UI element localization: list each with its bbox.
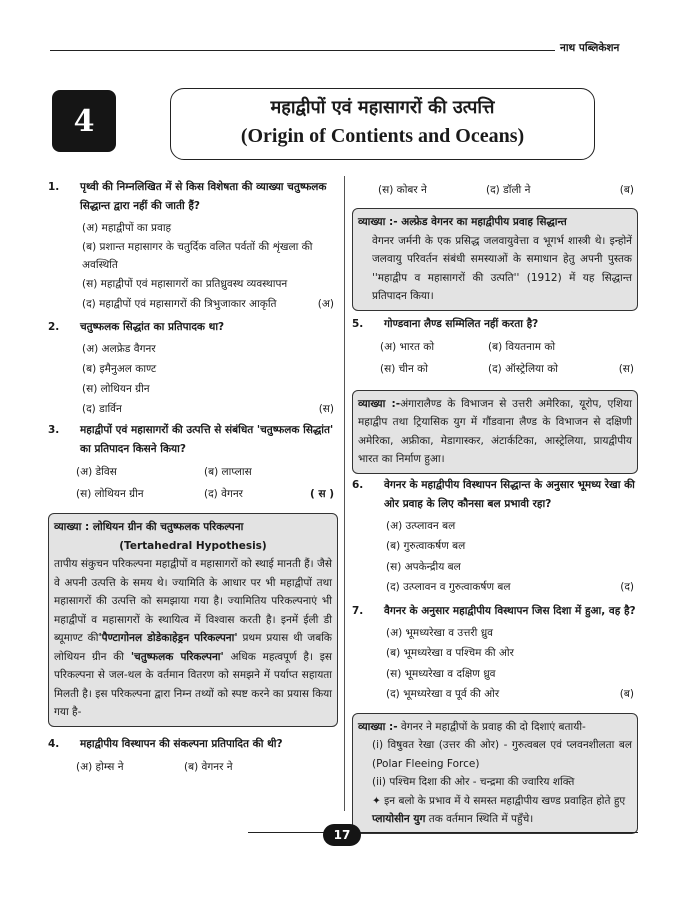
question-text: पृथ्वी की निम्नलिखित में से किस विशेषता की व्याख्या चतुष्फलक सिद्धान्त द्वारा नहीं की जाती हैं? [80, 181, 327, 212]
option-c: (स) कोबर ने [378, 184, 427, 196]
question-text: महाद्वीपों एवं महासागरों की उत्पत्ति से संबंधित 'चतुष्फलक सिद्धांत' का प्रतिपादन किसने किया? [80, 424, 334, 455]
options-row [48, 461, 338, 483]
explanation-box [352, 208, 638, 311]
option-b: (ब) प्रशान्त महासागर के चतुर्दिक वलित पर्वतों की शृंखला की अवस्थिति [82, 241, 313, 271]
explanation-box [352, 390, 638, 474]
question-3 [48, 421, 338, 459]
explanation-body [54, 555, 332, 722]
question-number: 6. [352, 478, 364, 491]
answer-key: (स) [318, 403, 334, 415]
footer-rule [248, 832, 638, 833]
option-d: (द) डॉली ने [486, 184, 531, 196]
option-a: (अ) होम्स ने [76, 760, 124, 773]
question-text: वैगनर के अनुसार महाद्वीपीय विस्थापन जिस दिशा में हुआ, वह है? [384, 604, 636, 617]
option-text: (द) डार्विन [82, 403, 122, 415]
explanation-text: अधिक महत्वपूर्ण है। इस परिकल्पना से जल-थल के वर्तमान वितरण को समझने में पर्याप्त सहायता मिलती है। इस परिकल्पना द्वारा निम्न तथ्यों को स्पष्ट करने का प्रयास किया गया है- [54, 650, 332, 718]
explanation-note [358, 792, 632, 829]
header-rule [50, 50, 555, 51]
explanation-text: वेगनर ने महाद्वीपों के प्रवाह की दो दिशाएं बतायी- [397, 720, 586, 733]
page-number-badge [323, 824, 361, 846]
question-4 [48, 735, 338, 754]
chapter-title-hindi: महाद्वीपों एवं महासागरों की उत्पत्ति [270, 97, 495, 118]
left-column [48, 178, 338, 778]
question-1 [48, 178, 338, 216]
option-text: (द) भूमध्यरेखा व पूर्व की ओर [386, 688, 500, 700]
option-text: (द) उत्प्लावन व गुरुत्वाकर्षण बल [386, 581, 511, 593]
option-a: (अ) डेविस [76, 466, 117, 478]
option-b: (ब) भूमध्यरेखा व पश्चिम की ओर [386, 647, 514, 659]
explanation-box [352, 713, 638, 834]
chapter-title-box [170, 88, 595, 160]
question-number: 3. [48, 424, 60, 436]
question-number: 2. [48, 321, 60, 333]
option-b: (ब) लाप्लास [204, 466, 252, 478]
chapter-number-badge [52, 90, 116, 152]
explanation-emphasis: प्लायोसीन युग [372, 813, 426, 825]
question-number: 5. [352, 317, 364, 330]
publisher-name: नाथ पब्लिकेशन [560, 42, 620, 54]
option-d: (द) वेगनर [204, 488, 243, 500]
chapter-title-english: (Origin of Contients and Oceans) [240, 125, 525, 147]
question-text: गोण्डवाना लैण्ड सम्मिलित नहीं करता है? [384, 317, 539, 330]
explanation-label: व्याख्या :- [358, 720, 398, 733]
option-c: (स) महाद्वीपों एवं महासागरों का प्रतिध्रुवस्थ व्यवस्थापन [82, 278, 288, 290]
option-b: (ब) गुरुत्वाकर्षण बल [386, 540, 466, 552]
explanation-title: व्याख्या :- अल्फ्रेड वेगनर का महाद्वीपीय प्रवाह सिद्धान्त [358, 216, 567, 228]
right-column [352, 180, 638, 834]
explanation-text: तापीय संकुचन परिकल्पना महाद्वीपों व महासागरों को स्थाई मानती हैं। जैसे वे अपनी उत्पत्ति के समय थे। ज्यामिति के आधार पर भी महाद्वीपों तथा महासागरों की उत्पत्ति को समझाया गया है। ज्यामितिय परिकल्पनाएं भी महाद्वीपों व महासागरों के स्थायित्व में विश्वास करती है। इनमें ईली डी ब्यूमाण्ट की [54, 558, 332, 644]
question-7 [352, 602, 638, 621]
column-divider [344, 176, 345, 811]
chapter-number: 4 [73, 103, 95, 139]
explanation-intro [358, 718, 632, 737]
explanation-point-ii: (ii) पश्चिम दिशा की ओर - चन्द्रमा की ज्वारिय शक्ति [372, 776, 575, 788]
option-b: (ब) इमैनुअल काण्ट [82, 363, 157, 375]
option-text: (द) महाद्वीपों एवं महासागरों की त्रिभुजाकार आकृति [82, 298, 277, 310]
option-b: (ब) वेगनर ने [184, 760, 233, 773]
option-a: (अ) महाद्वीपों का प्रवाह [82, 222, 172, 234]
explanation-text: ✦ इन बलो के प्रभाव में ये समस्त महाद्वीपीय खण्ड प्रवाहित होते हुए [372, 794, 626, 807]
question-2 [48, 318, 338, 337]
explanation-emphasis: 'चतुष्फलक परिकल्पना' [130, 650, 224, 663]
option-c: (स) लोथियन ग्रीन [76, 488, 144, 500]
option-b: (ब) वियतनाम को [488, 340, 556, 353]
answer-key: (ब) [619, 688, 634, 700]
explanation-text: तक वर्तमान स्थिति में पहुँचे। [425, 813, 534, 825]
options-row [48, 483, 338, 505]
options-row [48, 756, 338, 778]
explanation-subtitle: (Tertahedral Hypothesis) [119, 539, 267, 552]
option-d [48, 399, 338, 419]
explanation-text: प्रथम प्रयास थी जबकि लोथियन ग्रीन की [54, 632, 332, 663]
explanation-point-i: (i) विषुवत रेखा (उत्तर की ओर) - गुरुत्वबल एवं प्लवनशीलता बल (Polar Fleeing Force) [372, 739, 632, 770]
page-number: 17 [333, 828, 351, 842]
option-d [352, 684, 638, 705]
option-d [352, 577, 638, 598]
options-row [352, 336, 638, 358]
question-text: चतुष्फलक सिद्धांत का प्रतिपादक था? [80, 321, 225, 333]
option-d: (द) ऑस्ट्रेलिया को [488, 362, 558, 375]
option-c: (स) लोथियन ग्रीन [82, 383, 150, 395]
answer-key: (ब) [619, 184, 634, 196]
answer-key: (अ) [317, 298, 334, 310]
option-a: (अ) अलफ्रेड वैगनर [82, 343, 156, 355]
explanation-body: वेगनर जर्मनी के एक प्रसिद्ध जलवायुवेत्ता व भूगर्भ शास्त्री थे। इन्होनें जलवायु परिवर्तन संबंधी समस्याओं के समाधान हेतु अपनी पुस्तक ''महाद्वीप व महासागरों की उत्पति'' (1912) में यह सिद्धान्त प्रतिपादन किया। [372, 234, 632, 302]
question-6 [352, 476, 638, 514]
question-5 [352, 315, 638, 334]
explanation-box [48, 513, 338, 727]
question-number: 7. [352, 604, 364, 617]
explanation-emphasis: 'पैण्टागोनल डोडेकाहेड्रन परिकल्पना' [98, 632, 238, 644]
options-row [352, 358, 638, 380]
answer-key: ( स ) [309, 488, 334, 500]
option-a: (अ) उत्प्लावन बल [386, 519, 456, 532]
explanation-label: व्याख्या :- [358, 397, 401, 410]
option-c: (स) चीन को [380, 362, 428, 375]
question-text: वेगनर के महाद्वीपीय विस्थापन सिद्धान्त के अनुसार भूमध्य रेखा की ओर प्रवाह के लिए कौनसा बल प्रभावी रहा? [384, 478, 635, 510]
explanation-title: व्याख्या : लोथियन ग्रीन की चतुष्फलक परिकल्पना [54, 521, 244, 533]
option-a: (अ) भूमध्यरेखा व उत्तरी ध्रुव [386, 626, 494, 639]
option-c: (स) अपकेन्द्रीय बल [386, 560, 461, 573]
option-c: (स) भूमध्यरेखा व दक्षिण ध्रुव [386, 667, 496, 680]
option-a: (अ) भारत को [380, 340, 435, 353]
question-number: 1. [48, 181, 60, 193]
answer-key: (द) [620, 581, 634, 593]
question-number: 4. [48, 737, 60, 750]
answer-key: (स) [618, 362, 634, 375]
question-text: महाद्वीपीय विस्थापन की संकल्पना प्रतिपादित की थी? [80, 737, 283, 750]
explanation-body: अंगारालैण्ड के विभाजन से उत्तरी अमेरिका, यूरोप, एशिया महाद्वीप तथा ट्रियासिक युग में गौंडवाना लैण्ड के विभाजन से दक्षिणी अमेरिका, अफ्रीका, मेडागास्कर, अंटार्कटिका, आस्ट्रेलिया, प्रायद्वीपीय भारत का निर्माण हुआ। [358, 397, 632, 465]
options-row [352, 180, 638, 200]
option-d [48, 294, 338, 314]
